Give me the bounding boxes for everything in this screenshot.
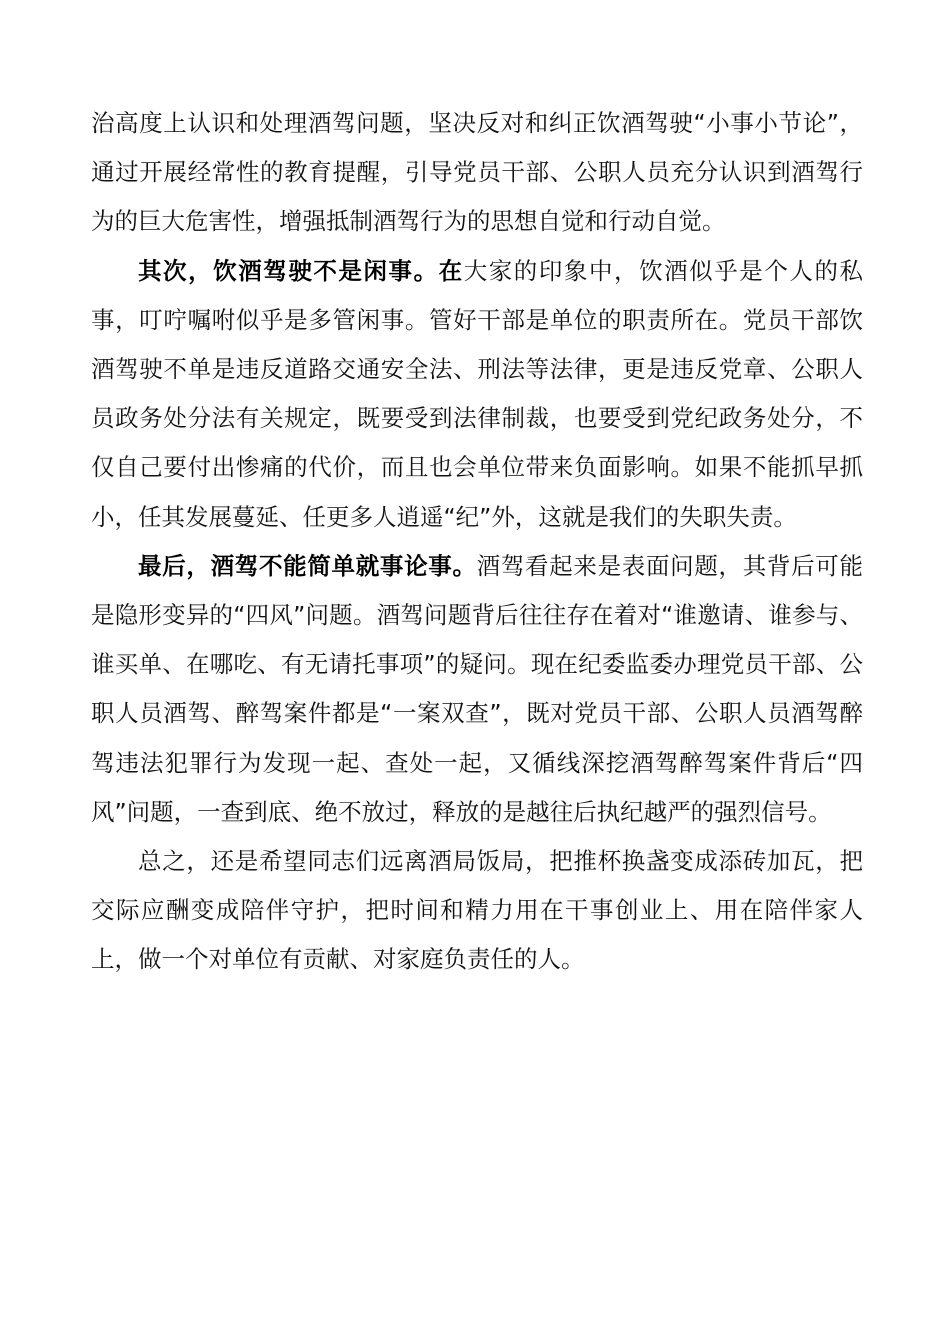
- paragraph-text: 大家的印象中，饮酒似乎是个人的私事，叮咛嘱咐似乎是多管闲事。管好干部是单位的职责所在。党员干部饮酒驾驶不单是违反道路交通安全法、刑法等法律，更是违反党章、公职人员政务处分法有关规定，既要受到法律制裁，也要受到党纪政务处分，不仅自己要付出惨痛的代价，而且也会单位带来负面影响。如果不能抓早抓小，任其发展蔓延、任更多人逍遥“纪”外，这就是我们的失职失责。: [91, 256, 864, 531]
- paragraph-text: 总之，还是希望同志们远离酒局饭局，把推杯换盏变成添砖加瓦，把交际应酬变成陪伴守护，把时间和精力用在干事创业上、用在陪伴家人上，做一个对单位有贡献、对家庭负责任的人。: [91, 847, 863, 974]
- paragraph-text: 治高度上认识和处理酒驾问题，坚决反对和纠正饮酒驾驶“小事小节论”，通过开展经常性的教育提醒，引导党员干部、公职人员充分认识到酒驾行为的巨大危害性，增强抵制酒驾行为的思想自觉和行动自觉。: [91, 109, 863, 236]
- paragraph-conclusion: [91, 837, 863, 985]
- paragraph-final-point: [91, 542, 863, 837]
- paragraph-text: 酒驾看起来是表面问题，其背后可能是隐形变异的“四风”问题。酒驾问题背后往往存在着对“谁邀请、谁参与、谁买单、在哪吃、有无请托事项”的疑问。现在纪委监委办理党员干部、公职人员酒驾、醉驾案件都是“一案双查”，既对党员干部、公职人员酒驾醉驾违法犯罪行为发现一起、查处一起，又循线深挖酒驾醉驾案件背后“四风”问题，一查到底、绝不放过，释放的是越往后执纪越严的强烈信号。: [91, 551, 864, 826]
- paragraph-heading: 其次，饮酒驾驶不是闲事。在: [138, 256, 464, 285]
- paragraph-second-point: [91, 247, 863, 542]
- paragraph-heading: 最后，酒驾不能简单就事论事。: [138, 551, 477, 580]
- document-body: [91, 99, 863, 985]
- paragraph-continuation: [91, 99, 863, 247]
